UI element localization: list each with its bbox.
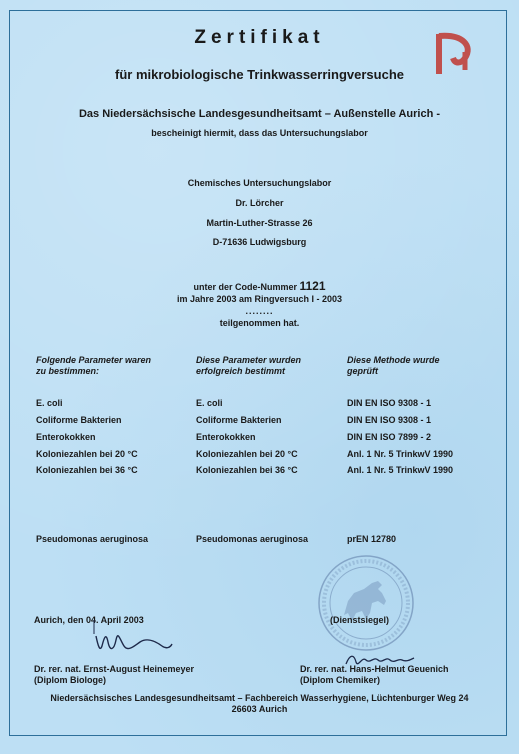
certificate-title: Zertifikat: [194, 27, 325, 48]
table-cell: DIN EN ISO 7899 - 2: [347, 432, 432, 442]
table-cell: Coliforme Bakterien: [36, 415, 122, 425]
official-seal-icon: [316, 553, 416, 653]
column-header-line: Diese Methode wurde: [347, 355, 440, 365]
place-date: Aurich, den 04. April 2003: [34, 615, 144, 625]
signer-left-name: Dr. rer. nat. Ernst-August Heinemeyer: [34, 664, 195, 674]
table-cell: prEN 12780: [347, 534, 397, 544]
column-header-line: Diese Parameter wurden: [196, 355, 302, 365]
certificate-subtitle: für mikrobiologische Trinkwasserringversuche: [115, 67, 404, 82]
table-cell: DIN EN ISO 9308 - 1: [347, 398, 432, 408]
footer-address: Niedersächsisches Landesgesundheitsamt – Fachbereich Wasserhygiene, Lüchtenburger Weg 24: [50, 693, 469, 703]
footer-city: 26603 Aurich: [231, 704, 288, 714]
ring-test-line: im Jahre 2003 am Ringversuch I - 2003: [176, 294, 343, 304]
column-header-method: [347, 355, 440, 377]
code-number: 1121: [299, 279, 326, 293]
issuing-authority: Das Niedersächsische Landesgesundheitsamt – Außenstelle Aurich -: [78, 108, 441, 120]
table-cell: Pseudomonas aeruginosa: [36, 534, 149, 544]
column-header-line: erfolgreich bestimmt: [196, 366, 286, 376]
lab-name: Chemisches Untersuchungslabor: [187, 178, 332, 188]
signer-right-role: (Diplom Chemiker): [300, 675, 381, 685]
table-cell: Enterokokken: [196, 432, 256, 442]
table-cell: Enterokokken: [36, 432, 96, 442]
code-prefix: unter der Code-Nummer: [193, 282, 297, 292]
column-header-line: Folgende Parameter waren: [36, 355, 152, 365]
column-header-parameters: [36, 355, 151, 377]
table-cell: DIN EN ISO 9308 - 1: [347, 415, 432, 425]
code-line: [0, 279, 519, 293]
column-header-line: zu bestimmen:: [36, 366, 100, 376]
signer-left-role: (Diplom Biologe): [34, 675, 106, 685]
table-cell: Koloniezahlen bei 36 °C: [196, 465, 298, 475]
table-cell: Anl. 1 Nr. 5 TrinkwV 1990: [347, 449, 454, 459]
table-cell: Coliforme Bakterien: [196, 415, 282, 425]
column-header-line: geprüft: [347, 366, 378, 376]
dots-separator: ........: [245, 306, 274, 316]
certification-statement: bescheinigt hiermit, dass das Untersuchungslabor: [151, 128, 368, 138]
column-header-determined: [196, 355, 301, 377]
lab-person: Dr. Lörcher: [235, 198, 284, 208]
table-cell: Koloniezahlen bei 36 °C: [36, 465, 138, 475]
table-cell: Pseudomonas aeruginosa: [196, 534, 309, 544]
signer-right-name: Dr. rer. nat. Hans-Helmut Geuenich: [300, 664, 449, 674]
table-cell: E. coli: [36, 398, 63, 408]
table-cell: Koloniezahlen bei 20 °C: [36, 449, 138, 459]
table-cell: Koloniezahlen bei 20 °C: [196, 449, 298, 459]
participation-statement: teilgenommen hat.: [219, 318, 300, 328]
lab-street: Martin-Luther-Strasse 26: [206, 218, 313, 228]
signature-left-icon: [88, 612, 178, 660]
table-cell: E. coli: [196, 398, 223, 408]
lab-city: D-71636 Ludwigsburg: [212, 237, 307, 247]
table-cell: Anl. 1 Nr. 5 TrinkwV 1990: [347, 465, 454, 475]
seal-label: (Dienstsiegel): [330, 615, 390, 625]
